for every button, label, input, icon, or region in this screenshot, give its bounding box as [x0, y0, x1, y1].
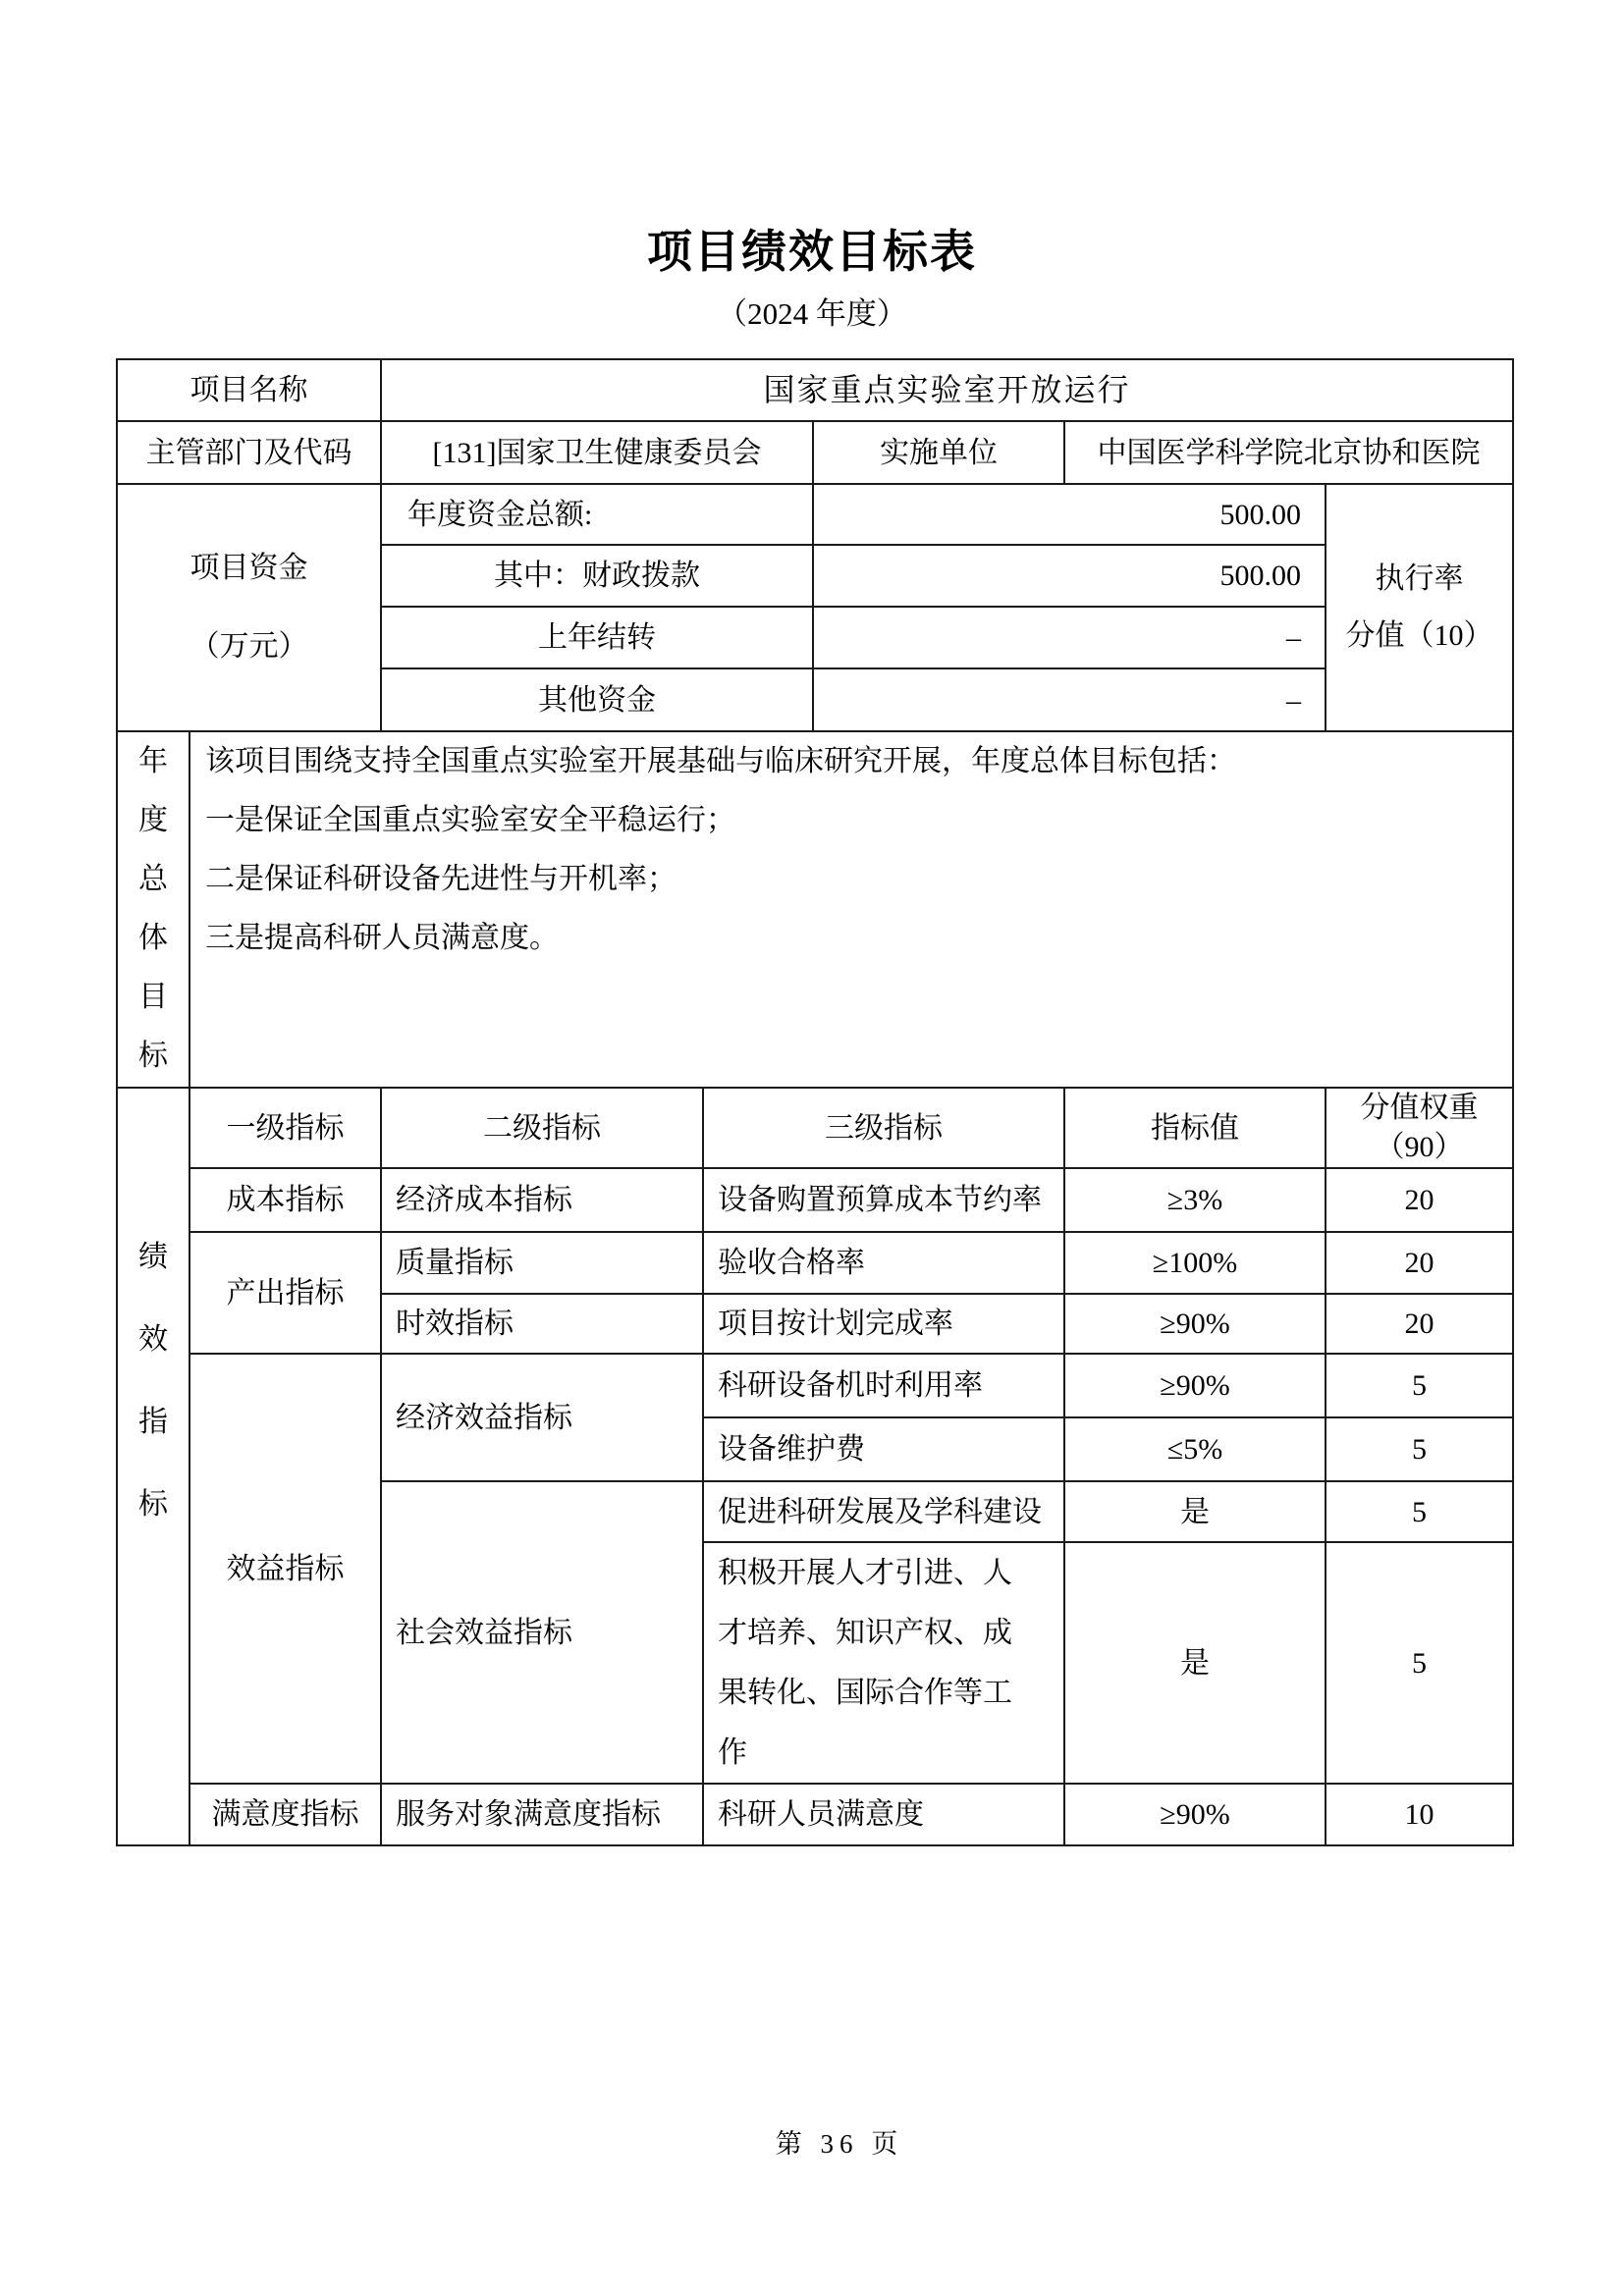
funds-carryover-label: 上年结转 — [381, 607, 813, 668]
header-level2: 二级指标 — [381, 1088, 703, 1168]
level1-benefit: 效益指标 — [189, 1354, 381, 1784]
header-value: 指标值 — [1064, 1088, 1326, 1168]
level3-cell: 设备购置预算成本节约率 — [703, 1168, 1064, 1232]
indicators-char: 绩 — [138, 1241, 168, 1273]
table-row — [117, 1088, 1513, 1168]
table-row — [117, 359, 1513, 421]
project-name-value: 国家重点实验室开放运行 — [381, 359, 1513, 421]
level3-cell: 设备维护费 — [703, 1417, 1064, 1481]
indicator-value: ≥90% — [1064, 1784, 1326, 1845]
indicator-weight: 5 — [1326, 1542, 1513, 1784]
funds-label-line2: （万元） — [189, 630, 308, 663]
funds-label-line1: 项目资金 — [189, 552, 308, 584]
funds-other-label: 其他资金 — [381, 668, 813, 731]
level1-cost: 成本指标 — [189, 1168, 381, 1232]
annual-goal-char: 年 — [138, 745, 168, 777]
funds-total-value: 500.00 — [813, 484, 1326, 545]
page-title: 项目绩效目标表 — [647, 226, 977, 277]
table-row — [117, 1232, 1513, 1294]
table-row — [117, 731, 1513, 1088]
level3-cell: 验收合格率 — [703, 1232, 1064, 1294]
execution-rate-line1: 执行率 — [1375, 562, 1464, 595]
table-row — [117, 421, 1513, 484]
indicators-label — [117, 1088, 189, 1845]
level2-economic-cost: 经济成本指标 — [381, 1168, 703, 1232]
implementer-value: 中国医学科学院北京协和医院 — [1064, 421, 1513, 484]
indicator-value: ≥90% — [1064, 1354, 1326, 1417]
header-weight-line2: （90） — [1375, 1131, 1464, 1163]
indicator-weight: 20 — [1326, 1232, 1513, 1294]
funds-label — [117, 484, 381, 731]
indicators-char: 标 — [138, 1488, 168, 1521]
level3-cell: 项目按计划完成率 — [703, 1294, 1064, 1354]
funds-fiscal-label: 其中：财政拨款 — [381, 545, 813, 607]
indicators-char: 指 — [138, 1406, 168, 1438]
table-row — [117, 1354, 1513, 1417]
level2-service-satisfaction: 服务对象满意度指标 — [381, 1784, 703, 1845]
execution-rate-line2: 分值（10） — [1345, 619, 1493, 652]
page-subtitle: （2024 年度） — [717, 296, 907, 331]
indicator-value: ≥90% — [1064, 1294, 1326, 1354]
level2-timeliness: 时效指标 — [381, 1294, 703, 1354]
funds-other-value: – — [813, 668, 1326, 731]
indicator-weight: 10 — [1326, 1784, 1513, 1845]
indicator-value: ≤5% — [1064, 1417, 1326, 1481]
indicator-weight: 5 — [1326, 1354, 1513, 1417]
level3-cell: 积极开展人才引进、人才培养、知识产权、成果转化、国际合作等工作 — [703, 1542, 1064, 1784]
annual-goal-content — [189, 731, 1513, 1088]
annual-goal-char: 标 — [138, 1040, 168, 1072]
execution-rate-label — [1326, 484, 1513, 731]
level2-quality: 质量指标 — [381, 1232, 703, 1294]
level3-cell: 科研设备机时利用率 — [703, 1354, 1064, 1417]
annual-goal-label — [117, 731, 189, 1088]
funds-fiscal-value: 500.00 — [813, 545, 1326, 607]
table-row — [117, 1784, 1513, 1845]
project-name-label: 项目名称 — [117, 359, 381, 421]
level1-satisfaction: 满意度指标 — [189, 1784, 381, 1845]
table-row — [117, 1168, 1513, 1232]
indicator-weight: 5 — [1326, 1481, 1513, 1542]
level2-social-benefit: 社会效益指标 — [381, 1481, 703, 1784]
level3-cell: 科研人员满意度 — [703, 1784, 1064, 1845]
department-value: [131]国家卫生健康委员会 — [381, 421, 813, 484]
page-number: 第 36 页 — [775, 2129, 904, 2159]
indicator-weight: 5 — [1326, 1417, 1513, 1481]
header-weight — [1326, 1088, 1513, 1168]
funds-total-label: 年度资金总额: — [381, 484, 813, 545]
annual-goal-char: 总 — [138, 863, 168, 895]
department-label: 主管部门及代码 — [117, 421, 381, 484]
annual-goal-char: 体 — [138, 922, 168, 954]
header-weight-line1: 分值权重 — [1360, 1092, 1479, 1124]
implementer-label: 实施单位 — [813, 421, 1064, 484]
header-level3: 三级指标 — [703, 1088, 1064, 1168]
annual-goal-char: 目 — [138, 981, 168, 1013]
annual-goal-char: 度 — [138, 804, 168, 836]
indicator-value: 是 — [1064, 1542, 1326, 1784]
indicators-char: 效 — [138, 1323, 168, 1356]
level2-economic-benefit: 经济效益指标 — [381, 1354, 703, 1481]
level3-cell: 促进科研发展及学科建设 — [703, 1481, 1064, 1542]
indicator-value: ≥100% — [1064, 1232, 1326, 1294]
indicator-value: ≥3% — [1064, 1168, 1326, 1232]
table-row — [117, 484, 1513, 545]
level1-output: 产出指标 — [189, 1232, 381, 1354]
indicator-weight: 20 — [1326, 1294, 1513, 1354]
header-level1: 一级指标 — [189, 1088, 381, 1168]
annual-goal-line: 该项目围绕支持全国重点实验室开展基础与临床研究开展，年度总体目标包括： — [205, 745, 1236, 777]
indicator-weight: 20 — [1326, 1168, 1513, 1232]
performance-target-table — [116, 358, 1514, 1846]
annual-goal-line: 二是保证科研设备先进性与开机率； — [205, 863, 677, 895]
annual-goal-line: 三是提高科研人员满意度。 — [205, 922, 559, 954]
indicator-value: 是 — [1064, 1481, 1326, 1542]
annual-goal-line: 一是保证全国重点实验室安全平稳运行； — [205, 804, 735, 836]
funds-carryover-value: – — [813, 607, 1326, 668]
